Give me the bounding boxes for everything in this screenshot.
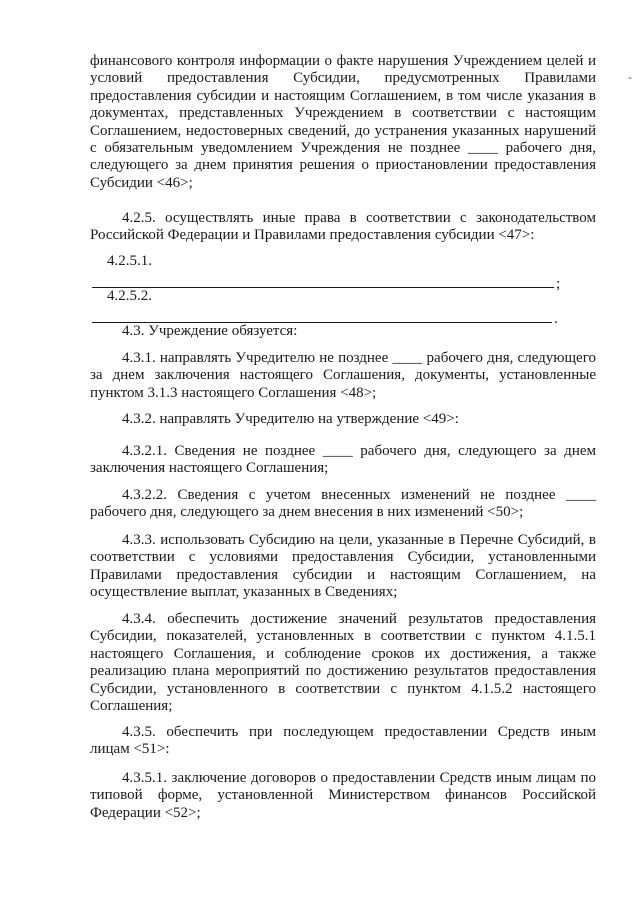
blank-line-end-semicolon: ; <box>556 276 561 292</box>
right-margin-mark: - <box>628 70 632 84</box>
paragraph-4-2-4-continuation: финансового контроля информации о факте нарушения Учреждением целей и условий предоставления Субсидии, предусмотренных Правилами предоставления субсидии и настоящим Соглашением, в том числе указания в документах, представленных Учреждением в соответствии с настоящим Соглашением, недостоверных сведений, до устранения указанных нарушений с обязательным уведомлением Учреждения не позднее ____ рабочего дня, следующего за днем принятия решения о приостановлении предоставления Субсидии <46>; <box>90 53 596 191</box>
paragraph-4-2-5: 4.2.5. осуществлять иные права в соответствии с законодательством Российской Федерации и Правилами предоставления субсидии <47>: <box>90 210 596 244</box>
paragraph-4-3-1: 4.3.1. направлять Учредителю не позднее ____ рабочего дня, следующего за днем заключения настоящего Соглашения, документы, установленные пунктом 3.1.3 настоящего Соглашения <48>; <box>90 350 596 401</box>
paragraph-4-3-5: 4.3.5. обеспечить при последующем предоставлении Средств иным лицам <51>: <box>90 724 596 758</box>
paragraph-4-3-5-1: 4.3.5.1. заключение договоров о предоставлении Средств иным лицам по типовой форме, установленной Министерством финансов Российской Федерации <52>; <box>90 770 596 821</box>
paragraph-4-3: 4.3. Учреждение обязуется: <box>122 323 298 339</box>
paragraph-4-2-5-2-label: 4.2.5.2. <box>107 288 152 304</box>
paragraph-4-3-4: 4.3.4. обеспечить достижение значений результатов предоставления Субсидии, показателей, установленных в соответствии с пунктом 4.1.5.1 настоящего Соглашения, и соблюдение сроков их достижения, а также реализацию плана мероприятий по достижению результатов предоставления Субсидии, установленного в соответствии с пунктом 4.1.5.2 настоящего Соглашения; <box>90 611 596 715</box>
paragraph-4-2-5-1-label: 4.2.5.1. <box>107 253 152 269</box>
blank-line-end-period: . <box>554 311 558 327</box>
paragraph-4-3-2: 4.3.2. направлять Учредителю на утверждение <49>: <box>122 411 459 427</box>
paragraph-4-3-2-2: 4.3.2.2. Сведения с учетом внесенных изменений не позднее ____ рабочего дня, следующего за днем внесения в них изменений <50>; <box>90 487 596 521</box>
paragraph-4-3-2-1: 4.3.2.1. Сведения не позднее ____ рабочего дня, следующего за днем заключения настоящего Соглашения; <box>90 443 596 477</box>
paragraph-4-3-3: 4.3.3. использовать Субсидию на цели, указанные в Перечне Субсидий, в соответствии с условиями предоставления Субсидии, установленными Правилами предоставления субсидии и настоящим Соглашением, на осуществление выплат, указанных в Сведениях; <box>90 532 596 601</box>
